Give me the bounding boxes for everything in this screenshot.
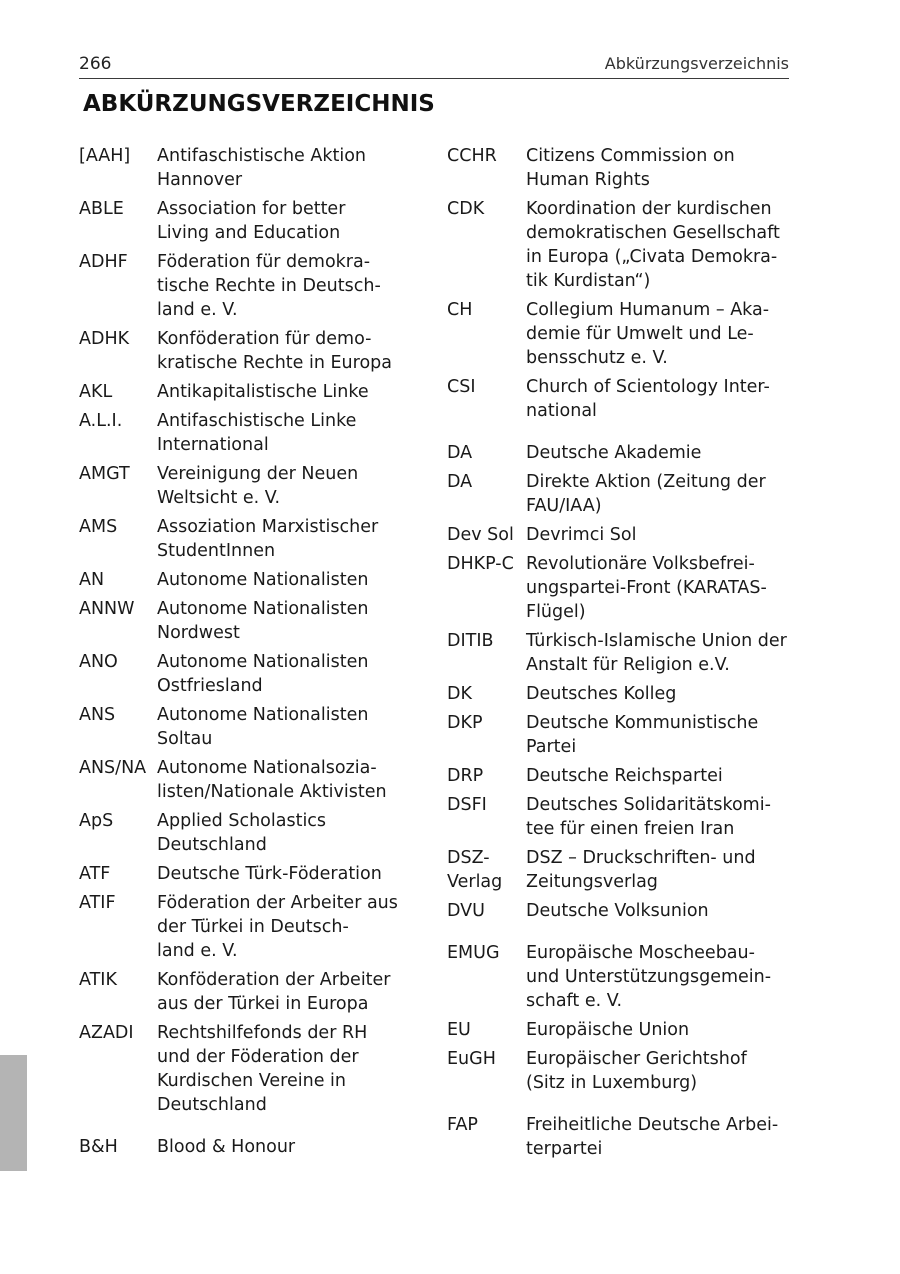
abbreviation-entry	[447, 1018, 797, 1042]
abbreviation-entry	[447, 941, 797, 1013]
abbreviation-definition: Citizens Commission on Human Rights	[526, 146, 735, 190]
abbreviation: ATIK	[79, 970, 117, 990]
abbreviation-entry	[447, 144, 797, 192]
abbreviation-entry	[447, 846, 797, 894]
abbreviation-entry	[447, 375, 797, 423]
abbreviation: CH	[447, 300, 473, 320]
left-column	[79, 144, 414, 1164]
abbreviation-entry	[447, 1113, 797, 1161]
page-number: 266	[79, 54, 112, 74]
abbreviation-definition: Europäische Union	[526, 1020, 690, 1040]
abbreviation-definition: Autonome Nationalisten Ostfriesland	[157, 652, 369, 696]
abbreviation: AN	[79, 570, 105, 590]
abbreviation-definition: DSZ – Druckschriften- und Zeitungsverlag	[526, 848, 756, 892]
abbreviation: ADHK	[79, 329, 130, 349]
abbreviation: AMS	[79, 517, 118, 537]
abbreviation-definition: Collegium Humanum – Aka- demie für Umwelt und Le- bensschutz e. V.	[526, 300, 770, 368]
abbreviation-entry	[447, 899, 797, 923]
abbreviation-definition: Applied Scholastics Deutschland	[157, 811, 327, 855]
abbreviation: AKL	[79, 382, 113, 402]
abbreviation-entry	[79, 327, 414, 375]
thumb-index-tab	[0, 1055, 27, 1171]
page-header	[79, 52, 789, 79]
abbreviation: EMUG	[447, 943, 500, 963]
abbreviation: [AAH]	[79, 146, 131, 166]
abbreviation-definition: Deutsche Türk-Föderation	[157, 864, 382, 884]
abbreviation: ATF	[79, 864, 111, 884]
abbreviation-definition: Devrimci Sol	[526, 525, 637, 545]
running-title: Abkürzungsverzeichnis	[604, 54, 789, 73]
abbreviation-definition: Deutsche Akademie	[526, 443, 702, 463]
abbreviation-definition: Direkte Aktion (Zeitung der FAU/IAA)	[526, 472, 766, 516]
abbreviation-entry	[447, 523, 797, 547]
abbreviation-entry	[79, 891, 414, 963]
abbreviation-entry	[79, 409, 414, 457]
abbreviation: ATIF	[79, 893, 116, 913]
abbreviation-entry	[79, 597, 414, 645]
abbreviation-definition: Antifaschistische Aktion Hannover	[157, 146, 366, 190]
abbreviation-definition: Europäische Moscheebau- und Unterstützungsgemein- schaft e. V.	[526, 943, 772, 1011]
abbreviation: DHKP-C	[447, 554, 514, 574]
abbreviation-definition: Antifaschistische Linke International	[157, 411, 357, 455]
abbreviation-entry	[79, 1021, 414, 1117]
abbreviation: CSI	[447, 377, 476, 397]
abbreviation: Dev Sol	[447, 525, 514, 545]
abbreviation-definition: Assoziation Marxistischer StudentInnen	[157, 517, 379, 561]
abbreviation-definition: Autonome Nationalsozia- listen/Nationale Aktivisten	[157, 758, 387, 802]
abbreviation: FAP	[447, 1115, 478, 1135]
abbreviation: DSFI	[447, 795, 487, 815]
abbreviation-definition: Revolutionäre Volksbefrei- ungspartei-Front (KARATAS- Flügel)	[526, 554, 767, 622]
abbreviation-entry	[447, 197, 797, 293]
right-column	[447, 144, 797, 1166]
abbreviation-definition: Deutsche Volksunion	[526, 901, 709, 921]
abbreviation-entry	[79, 250, 414, 322]
abbreviation: DA	[447, 443, 473, 463]
abbreviation-entry	[447, 552, 797, 624]
abbreviation: DKP	[447, 713, 483, 733]
abbreviation-entry	[79, 968, 414, 1016]
abbreviation-entry	[79, 650, 414, 698]
abbreviation: DA	[447, 472, 473, 492]
abbreviation-definition: Church of Scientology Inter- national	[526, 377, 770, 421]
abbreviation-definition: Autonome Nationalisten Soltau	[157, 705, 369, 749]
abbreviation: AMGT	[79, 464, 130, 484]
abbreviation-entry	[79, 703, 414, 751]
abbreviation-definition: Vereinigung der Neuen Weltsicht e. V.	[157, 464, 359, 508]
abbreviation-entry	[447, 629, 797, 677]
abbreviation-entry	[79, 462, 414, 510]
abbreviation-definition: Autonome Nationalisten	[157, 570, 369, 590]
abbreviation: CDK	[447, 199, 485, 219]
abbreviation-entry	[79, 1135, 414, 1159]
abbreviation-definition: Türkisch-Islamische Union der Anstalt für Religion e.V.	[526, 631, 787, 675]
abbreviation-definition: Föderation der Arbeiter aus der Türkei in Deutsch- land e. V.	[157, 893, 398, 961]
abbreviation: DITIB	[447, 631, 494, 651]
abbreviation-entry	[447, 682, 797, 706]
abbreviation-entry	[79, 144, 414, 192]
abbreviation-definition: Deutsche Kommunistische Partei	[526, 713, 759, 757]
abbreviation: DVU	[447, 901, 485, 921]
abbreviation-entry	[79, 568, 414, 592]
abbreviation-entry	[79, 756, 414, 804]
abbreviation-entry	[447, 470, 797, 518]
abbreviation: EuGH	[447, 1049, 496, 1069]
abbreviation-entry	[447, 764, 797, 788]
abbreviation: DRP	[447, 766, 484, 786]
abbreviation-definition: Konföderation für demo- kratische Rechte in Europa	[157, 329, 392, 373]
abbreviation: A.L.I.	[79, 411, 123, 431]
abbreviation: ADHF	[79, 252, 128, 272]
abbreviation: ANO	[79, 652, 118, 672]
abbreviation-definition: Deutsche Reichspartei	[526, 766, 723, 786]
abbreviation-definition: Deutsches Solidaritätskomi- tee für einen freien Iran	[526, 795, 771, 839]
abbreviation: EU	[447, 1020, 471, 1040]
abbreviation: DK	[447, 684, 472, 704]
abbreviation: B&H	[79, 1137, 118, 1157]
abbreviation-definition: Föderation für demokra- tische Rechte in Deutsch- land e. V.	[157, 252, 381, 320]
abbreviation-entry	[447, 1047, 797, 1095]
abbreviation: ANS/NA	[79, 758, 147, 778]
abbreviation: ABLE	[79, 199, 124, 219]
abbreviation-definition: Antikapitalistische Linke	[157, 382, 369, 402]
abbreviation-entry	[79, 197, 414, 245]
abbreviation: ANS	[79, 705, 116, 725]
abbreviation-definition: Koordination der kurdischen demokratischen Gesellschaft in Europa („Civata Demokra- tik Kurdistan“)	[526, 199, 780, 291]
abbreviation: AZADI	[79, 1023, 134, 1043]
abbreviation-definition: Freiheitliche Deutsche Arbei- terpartei	[526, 1115, 779, 1159]
abbreviation-definition: Konföderation der Arbeiter aus der Türkei in Europa	[157, 970, 391, 1014]
abbreviation-entry	[447, 298, 797, 370]
abbreviation-entry	[79, 862, 414, 886]
abbreviation-entry	[79, 380, 414, 404]
abbreviation-entry	[447, 441, 797, 465]
abbreviation-entry	[79, 515, 414, 563]
section-title: ABKÜRZUNGSVERZEICHNIS	[83, 91, 435, 117]
abbreviation: CCHR	[447, 146, 497, 166]
abbreviation-entry	[79, 809, 414, 857]
abbreviation-entry	[447, 793, 797, 841]
abbreviation-definition: Deutsches Kolleg	[526, 684, 677, 704]
abbreviation-definition: Rechtshilfefonds der RH und der Föderation der Kurdischen Vereine in Deutschland	[157, 1023, 368, 1115]
abbreviation-definition: Blood & Honour	[157, 1137, 296, 1157]
abbreviation-definition: Autonome Nationalisten Nordwest	[157, 599, 369, 643]
abbreviation-entry	[447, 711, 797, 759]
abbreviation-definition: Association for better Living and Education	[157, 199, 346, 243]
abbreviation-definition: Europäischer Gerichtshof (Sitz in Luxemburg)	[526, 1049, 747, 1093]
abbreviation: ANNW	[79, 599, 135, 619]
abbreviation: ApS	[79, 811, 114, 831]
abbreviation: DSZ- Verlag	[447, 848, 503, 892]
